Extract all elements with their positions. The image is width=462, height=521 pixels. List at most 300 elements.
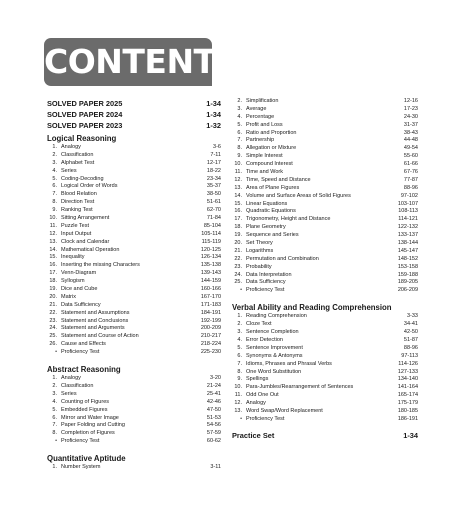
toc-entry-number: 4.: [237, 113, 242, 120]
toc-entry-title: Time and Work: [246, 169, 283, 176]
toc-entry-number: 7.: [237, 137, 242, 144]
toc-entry-pages: 3-20: [209, 375, 221, 382]
toc-entry-number: 1.: [52, 464, 57, 471]
toc-entry-pages: 12-17: [206, 159, 221, 166]
toc-entry-number: 4.: [52, 167, 57, 174]
toc-entry-number: 5.: [52, 406, 57, 413]
toc-entry: [47, 286, 221, 294]
toc-entry-title: Partnership: [246, 137, 275, 144]
toc-entry-number: 19.: [234, 232, 242, 239]
toc-entry: [47, 239, 221, 247]
toc-entry-number: •: [240, 287, 242, 294]
toc-entry: [232, 130, 418, 138]
toc-entry-number: 14.: [234, 192, 242, 199]
toc-entry-pages: 138-144: [397, 240, 418, 247]
toc-entry-pages: 42-50: [403, 329, 418, 336]
toc-entry-title: Ranking Test: [61, 207, 93, 214]
toc-entry-number: 5.: [52, 175, 57, 182]
toc-entry-title: Input Output: [61, 230, 92, 237]
section-heading: Abstract Reasoning: [47, 365, 121, 375]
solved-paper-title: SOLVED PAPER 2023: [47, 121, 123, 130]
toc-entry-pages: 18-22: [206, 167, 221, 174]
toc-entry-number: 25.: [234, 279, 242, 286]
toc-entry-pages: 145-147: [397, 247, 418, 254]
toc-entry-number: 2.: [52, 382, 57, 389]
toc-entry-number: 23.: [234, 263, 242, 270]
toc-entry-title: Linear Equations: [246, 200, 288, 207]
toc-entry-pages: 67-76: [403, 169, 418, 176]
toc-entry-title: Venn-Diagram: [61, 270, 97, 277]
toc-entry-title: Cloze Text: [246, 321, 272, 328]
toc-entry-pages: 21-24: [206, 382, 221, 389]
toc-entry: [232, 376, 418, 384]
toc-entry-title: Statement and Course of Action: [61, 333, 139, 340]
toc-entry-title: Dice and Cube: [61, 286, 98, 293]
solved-paper-pages: 1-32: [206, 121, 221, 130]
toc-entry-pages: 189-205: [397, 279, 418, 286]
toc-entry: [232, 208, 418, 216]
toc-entry-number: 13.: [49, 238, 57, 245]
toc-entry: [232, 153, 418, 161]
toc-entry-title: Reading Comprehension: [246, 313, 307, 320]
toc-entry-number: 2.: [52, 151, 57, 158]
toc-entry: [232, 416, 418, 424]
toc-entry-title: Number System: [61, 464, 101, 471]
toc-entry-number: 6.: [52, 414, 57, 421]
toc-entry: [232, 137, 418, 145]
toc-entry-number: 3.: [52, 159, 57, 166]
toc-entry-number: 21.: [234, 247, 242, 254]
toc-entry-title: Trigonometry, Height and Distance: [246, 216, 331, 223]
left-column: [47, 98, 221, 472]
toc-entry-title: Simplification: [246, 98, 279, 104]
toc-entry-pages: 159-188: [397, 271, 418, 278]
toc-entry: [232, 408, 418, 416]
toc-entry-number: 22.: [49, 309, 57, 316]
toc-entry-pages: 210-217: [200, 333, 221, 340]
toc-entry-title: Data Sufficiency: [61, 301, 101, 308]
toc-entry-pages: 51-61: [206, 199, 221, 206]
toc-entry-title: Analogy: [61, 144, 81, 150]
toc-entry: [232, 161, 418, 169]
toc-entry-title: Proficiency Test: [61, 438, 100, 445]
toc-entry: [232, 201, 418, 209]
toc-entry-number: 9.: [52, 207, 57, 214]
practice-set-pages: 1-34: [403, 430, 418, 440]
toc-entry-number: 10.: [234, 384, 242, 391]
toc-entry-pages: 115-119: [201, 238, 221, 245]
toc-entry: [232, 279, 418, 287]
toc-entry-pages: 38-50: [206, 191, 221, 198]
toc-entry-number: 11.: [234, 392, 242, 399]
toc-entry-number: 23.: [49, 317, 57, 324]
toc-entry-pages: 38-43: [403, 129, 418, 136]
toc-entry-title: Inequality: [61, 254, 85, 261]
toc-entry-title: Sitting Arrangement: [61, 215, 110, 222]
toc-entry-title: Cause and Effects: [61, 341, 106, 348]
solved-paper-pages: 1-34: [206, 110, 221, 119]
toc-entry-number: 2.: [237, 98, 242, 104]
toc-entry-pages: 97-102: [400, 192, 418, 199]
solved-paper-row: [47, 98, 221, 109]
toc-entry-pages: 134-140: [397, 376, 418, 383]
toc-entry: [232, 400, 418, 408]
toc-entry: [47, 231, 221, 239]
toc-entry-number: 2.: [237, 321, 242, 328]
toc-entry-pages: 141-164: [397, 384, 418, 391]
toc-entry: [47, 310, 221, 318]
toc-entry-pages: 88-96: [403, 344, 418, 351]
toc-entry-pages: 51-87: [403, 336, 418, 343]
toc-entry: [47, 438, 221, 446]
toc-entry: [47, 407, 221, 415]
toc-entry-title: Proficiency Test: [246, 415, 285, 422]
toc-entry: [47, 176, 221, 184]
toc-entry: [47, 191, 221, 199]
practice-set-row: [232, 430, 418, 441]
toc-entry-pages: 148-152: [397, 255, 418, 262]
toc-entry: [232, 106, 418, 114]
toc-entry-number: •: [55, 349, 57, 356]
toc-entry: [47, 183, 221, 191]
toc-entry-pages: 24-30: [403, 113, 418, 120]
toc-entry-pages: 42-46: [206, 398, 221, 405]
toc-entry: [47, 333, 221, 341]
toc-entry-pages: 200-209: [200, 325, 221, 332]
toc-entry-title: Data Sufficiency: [246, 279, 286, 286]
toc-entry-number: 5.: [237, 121, 242, 128]
toc-entry-pages: 114-121: [398, 216, 418, 223]
toc-entry-number: 9.: [237, 376, 242, 383]
toc-entry-number: 1.: [52, 144, 57, 150]
toc-entry-number: 7.: [52, 422, 57, 429]
toc-entry-number: •: [55, 438, 57, 445]
toc-entry-pages: 114-126: [398, 360, 418, 367]
toc-entry-title: Volume and Surface Areas of Solid Figures: [246, 192, 351, 199]
toc-entry-number: 8.: [237, 145, 242, 152]
toc-entry-title: Alphabet Test: [61, 159, 95, 166]
toc-entry: [47, 341, 221, 349]
toc-entry-pages: 54-56: [206, 422, 221, 429]
toc-entry: [47, 152, 221, 160]
toc-entry-number: 18.: [234, 224, 242, 231]
toc-entry-pages: 25-41: [206, 390, 221, 397]
toc-entry: [232, 337, 418, 345]
toc-entry-title: Sequence and Series: [246, 232, 299, 239]
toc-entry-pages: 122-132: [397, 224, 418, 231]
toc-entry-number: 20.: [234, 240, 242, 247]
toc-entry-pages: 61-66: [403, 161, 418, 168]
toc-entry-number: 17.: [49, 270, 57, 277]
toc-entry-title: Proficiency Test: [246, 287, 285, 294]
toc-entry: [47, 254, 221, 262]
toc-entry-pages: 57-59: [206, 430, 221, 437]
toc-entry-number: 11.: [49, 222, 57, 229]
toc-entry: [232, 169, 418, 177]
toc-entry: [232, 185, 418, 193]
toc-entry-number: 8.: [52, 430, 57, 437]
toc-entry-pages: 186-191: [397, 415, 418, 422]
toc-entry: [232, 98, 418, 106]
toc-entry: [232, 114, 418, 122]
toc-entry-title: Logical Order of Words: [61, 183, 118, 190]
toc-entry-number: 12.: [49, 230, 57, 237]
toc-entry: [232, 232, 418, 240]
solved-paper-title: SOLVED PAPER 2025: [47, 99, 123, 108]
toc-entry-pages: 44-48: [403, 137, 418, 144]
toc-entry-pages: 49-54: [403, 145, 418, 152]
toc-entry-number: 22.: [234, 255, 242, 262]
toc-entry-pages: 3-11: [210, 464, 221, 471]
toc-entry-number: 4.: [52, 398, 57, 405]
toc-entry: [232, 384, 418, 392]
toc-entry-number: 18.: [49, 278, 57, 285]
toc-entry-pages: 85-104: [203, 222, 221, 229]
solved-paper-title: SOLVED PAPER 2024: [47, 110, 123, 119]
toc-entry-title: Classification: [61, 151, 94, 158]
toc-entry-pages: 3-6: [213, 144, 221, 150]
toc-entry-pages: 34-41: [403, 321, 418, 328]
toc-entry: [47, 318, 221, 326]
toc-entry-title: Classification: [61, 382, 94, 389]
toc-entry-pages: 23-34: [206, 175, 221, 182]
toc-entry: [47, 215, 221, 223]
section-heading: Logical Reasoning: [47, 134, 117, 143]
toc-entry-pages: 206-209: [397, 287, 418, 294]
toc-entry-number: 16.: [49, 262, 57, 269]
toc-entry-title: Counting of Figures: [61, 398, 109, 405]
section-heading: Quantitative Aptitude: [47, 454, 126, 464]
toc-entry: [232, 313, 418, 321]
toc-entry: [47, 223, 221, 231]
toc-entry-title: Puzzle Test: [61, 222, 90, 229]
toc-entry-pages: 225-230: [200, 349, 221, 356]
toc-entry: [47, 278, 221, 286]
toc-entry-title: Series: [61, 390, 77, 397]
toc-entry: [232, 321, 418, 329]
toc-entry-title: Proficiency Test: [61, 349, 100, 356]
toc-entry-title: Odd One Out: [246, 392, 279, 399]
toc-entry-pages: 139-143: [200, 270, 221, 277]
toc-entry-title: Simple Interest: [246, 153, 283, 160]
toc-entry-pages: 7-11: [210, 151, 221, 158]
toc-entry-number: 14.: [49, 246, 57, 253]
toc-entry-title: Completion of Figures: [61, 430, 115, 437]
toc-entry-title: Synonyms & Antonyms: [246, 352, 303, 359]
toc-entry-pages: 127-133: [397, 368, 418, 375]
toc-entry-number: 8.: [237, 368, 242, 375]
toc-entry-number: 24.: [234, 271, 242, 278]
toc-entry: [232, 122, 418, 130]
toc-entry: [232, 177, 418, 185]
toc-entry-title: Matrix: [61, 293, 76, 300]
toc-entry-title: Logarithms: [246, 247, 274, 254]
toc-entry-number: •: [240, 415, 242, 422]
toc-entry-pages: 55-60: [403, 153, 418, 160]
toc-entry: [47, 247, 221, 255]
toc-entry-number: 1.: [52, 375, 57, 382]
toc-entry-number: 4.: [237, 336, 242, 343]
toc-entry: [232, 272, 418, 280]
toc-entry-number: 19.: [49, 286, 57, 293]
toc-entry-pages: 144-159: [200, 278, 221, 285]
toc-entry: [232, 216, 418, 224]
toc-entry-title: Series: [61, 167, 77, 174]
toc-entry: [232, 240, 418, 248]
toc-entry-number: 7.: [52, 191, 57, 198]
toc-entry-title: Idioms, Phrases and Phrasal Verbs: [246, 360, 332, 367]
toc-entry: [47, 144, 221, 152]
toc-entry-title: Paper Folding and Cutting: [61, 422, 125, 429]
toc-entry: [47, 391, 221, 399]
toc-entry: [232, 369, 418, 377]
toc-entry-title: Analogy: [246, 400, 266, 407]
toc-entry-title: Plane Geometry: [246, 224, 286, 231]
toc-entry-title: Quadratic Equations: [246, 208, 296, 215]
contents-banner: CONTENTS: [44, 38, 212, 86]
toc-entry-pages: 165-174: [397, 392, 418, 399]
toc-entry-number: 6.: [52, 183, 57, 190]
toc-entry: [232, 193, 418, 201]
toc-entry: [47, 325, 221, 333]
solved-paper-row: [47, 120, 221, 131]
toc-entry-number: 15.: [234, 200, 242, 207]
toc-entry-title: Statement and Arguments: [61, 325, 125, 332]
toc-entry-number: 24.: [49, 325, 57, 332]
toc-entry-pages: 126-134: [200, 254, 221, 261]
toc-entry-title: Inserting the missing Characters: [61, 262, 140, 269]
toc-entry-title: Average: [246, 105, 267, 112]
toc-entry: [47, 375, 221, 383]
toc-entry: [47, 383, 221, 391]
toc-entry-number: 6.: [237, 129, 242, 136]
toc-entry: [47, 262, 221, 270]
toc-entry-pages: 133-137: [397, 232, 418, 239]
toc-entry-number: 7.: [237, 360, 242, 367]
toc-entry-pages: 184-191: [200, 309, 221, 316]
toc-entry: [47, 207, 221, 215]
toc-entry: [47, 349, 221, 357]
toc-entry-pages: 51-53: [206, 414, 221, 421]
toc-entry: [47, 430, 221, 438]
toc-entry-pages: 17-23: [403, 105, 418, 112]
toc-entry-number: 20.: [49, 293, 57, 300]
toc-entry-number: 25.: [49, 333, 57, 340]
toc-entry-title: Embedded Figures: [61, 406, 108, 413]
solved-paper-pages: 1-34: [206, 99, 221, 108]
toc-entry-title: Data Interpretation: [246, 271, 292, 278]
toc-entry-number: 1.: [237, 313, 242, 320]
toc-entry: [232, 145, 418, 153]
toc-entry-pages: 62-70: [206, 207, 221, 214]
toc-entry: [232, 361, 418, 369]
toc-entry-title: Statement and Assumptions: [61, 309, 130, 316]
toc-entry: [47, 199, 221, 207]
toc-entry-pages: 103-107: [397, 200, 418, 207]
toc-entry-number: 12.: [234, 400, 242, 407]
toc-entry: [47, 399, 221, 407]
toc-entry: [47, 422, 221, 430]
toc-entry-title: Error Detection: [246, 336, 283, 343]
toc-entry: [47, 302, 221, 310]
toc-entry-title: Blood Relation: [61, 191, 97, 198]
toc-entry-title: Set Theory: [246, 240, 273, 247]
toc-entry-title: Coding-Decoding: [61, 175, 104, 182]
toc-entry-title: Word Swap/Word Replacement: [246, 407, 323, 414]
toc-entry-number: 13.: [234, 407, 242, 414]
toc-entry-number: 3.: [52, 390, 57, 397]
toc-entry-pages: 175-179: [397, 400, 418, 407]
toc-entry-number: 3.: [237, 329, 242, 336]
toc-entry-number: 10.: [49, 215, 57, 222]
toc-entry: [47, 168, 221, 176]
toc-entry-title: Analogy: [61, 375, 81, 382]
toc-entry-title: Profit and Loss: [246, 121, 283, 128]
toc-entry-title: Allegation or Mixture: [246, 145, 297, 152]
toc-entry: [232, 287, 418, 295]
toc-entry: [47, 160, 221, 168]
toc-entry-title: Sentence Completion: [246, 329, 299, 336]
toc-entry-number: 5.: [237, 344, 242, 351]
toc-entry: [47, 270, 221, 278]
toc-entry-pages: 31-37: [403, 121, 418, 128]
toc-entry-title: Percentage: [246, 113, 275, 120]
solved-paper-row: [47, 109, 221, 120]
toc-entry: [47, 294, 221, 302]
toc-entry-number: 13.: [234, 184, 242, 191]
toc-entry: [232, 392, 418, 400]
toc-entry-number: 9.: [237, 153, 242, 160]
toc-entry-title: Mathematical Operation: [61, 246, 120, 253]
toc-entry: [232, 353, 418, 361]
toc-entry-title: Area of Plane Figures: [246, 184, 300, 191]
toc-entry-pages: 192-199: [200, 317, 221, 324]
toc-entry-pages: 105-114: [201, 230, 221, 237]
toc-entry-pages: 160-166: [200, 286, 221, 293]
toc-entry-pages: 88-96: [403, 184, 418, 191]
toc-entry-title: Permutation and Combination: [246, 255, 319, 262]
toc-entry-number: 26.: [49, 341, 57, 348]
practice-set-title: Practice Set: [232, 430, 275, 440]
toc-entry-title: Clock and Calendar: [61, 238, 110, 245]
toc-entry-pages: 180-185: [397, 407, 418, 414]
toc-entry-pages: 35-37: [206, 183, 221, 190]
toc-entry-pages: 12-16: [403, 98, 418, 104]
toc-entry-number: 6.: [237, 352, 242, 359]
toc-entry-number: 17.: [234, 216, 242, 223]
toc-entry-number: 3.: [237, 105, 242, 112]
toc-entry: [232, 224, 418, 232]
toc-entry-pages: 71-84: [206, 215, 221, 222]
toc-entry-title: Probability: [246, 263, 272, 270]
toc-entry: [47, 415, 221, 423]
toc-entry-title: Statement and Conclusions: [61, 317, 129, 324]
toc-entry-pages: 218-224: [200, 341, 221, 348]
toc-entry-title: Direction Test: [61, 199, 95, 206]
toc-entry-number: 21.: [49, 301, 57, 308]
toc-entry-title: Para-Jumbles/Rearrangement of Sentences: [246, 384, 354, 391]
section-heading-verbal: Verbal Ability and Reading Comprehension: [232, 303, 392, 313]
toc-entry: [232, 248, 418, 256]
toc-entry-number: 11.: [234, 169, 242, 176]
toc-entry-title: Time, Speed and Distance: [246, 176, 311, 183]
toc-entry-number: 16.: [234, 208, 242, 215]
toc-entry-pages: 47-50: [206, 406, 221, 413]
toc-entry-title: Mirror and Water Image: [61, 414, 119, 421]
toc-entry-pages: 135-138: [200, 262, 221, 269]
right-column: [232, 98, 418, 441]
toc-entry-title: One Word Substitution: [246, 368, 302, 375]
